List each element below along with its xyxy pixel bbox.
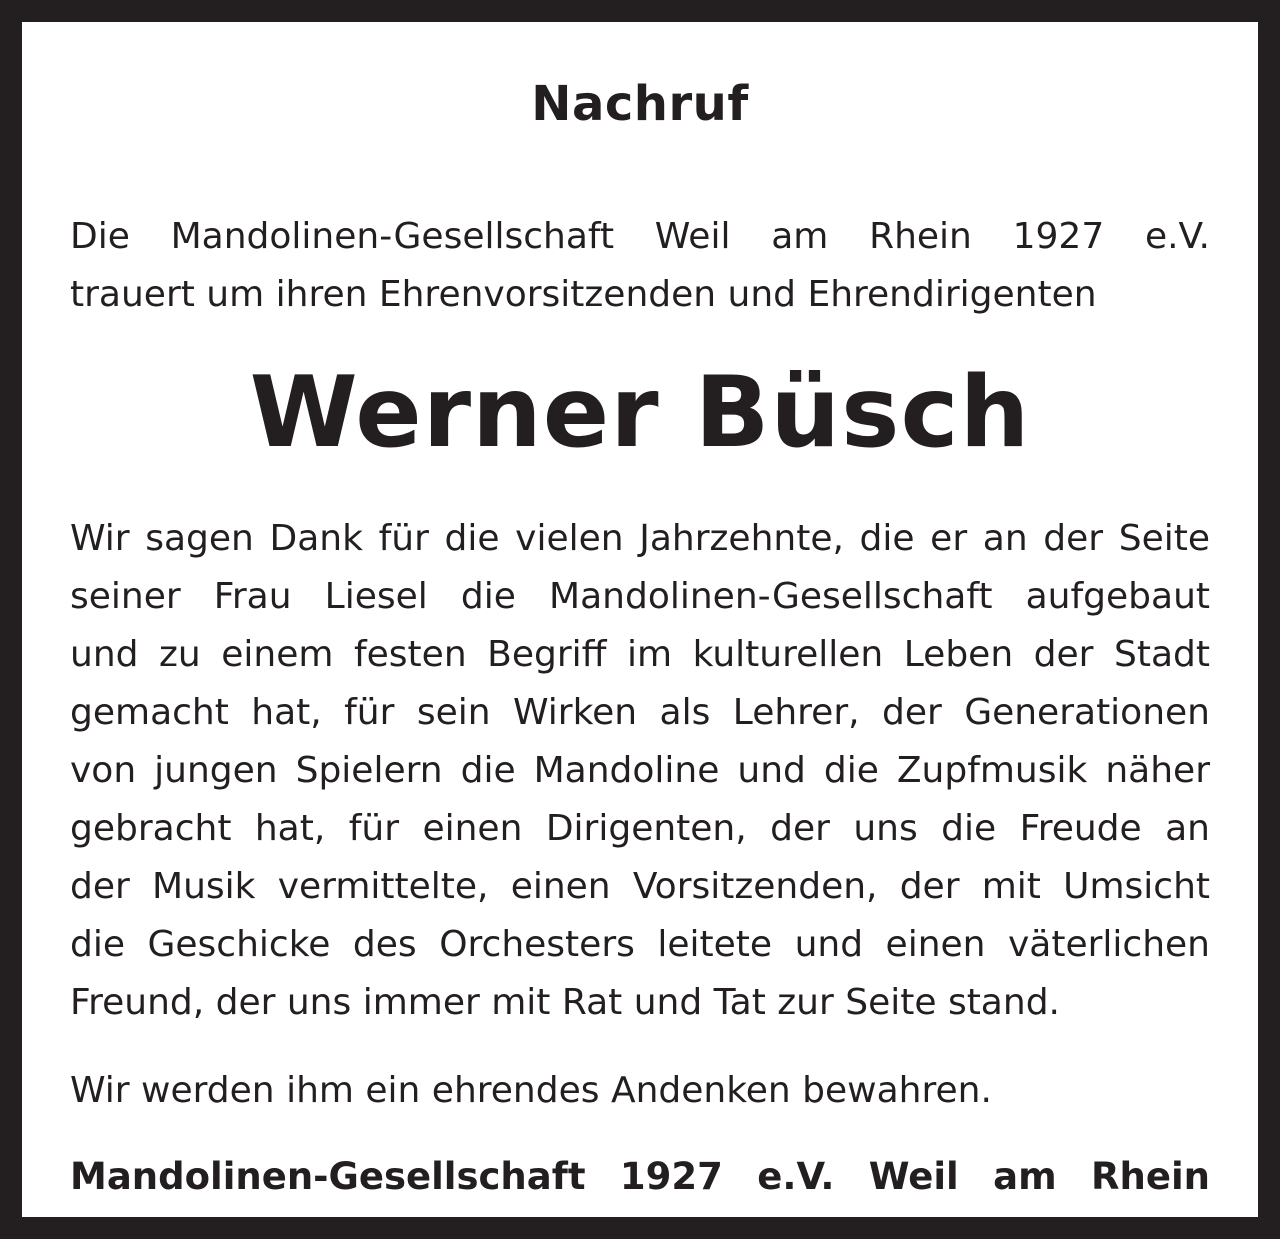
body-line: gebracht hat, für einen Dirigenten, der uns die Freude an [70, 808, 1210, 849]
intro-text [70, 208, 1210, 324]
intro-line: trauert um ihren Ehrenvorsitzenden und Ehrendirigenten [70, 274, 1097, 315]
body-line: seiner Frau Liesel die Mandolinen-Gesellschaft aufgebaut [70, 576, 1210, 617]
signature: Mandolinen-Gesellschaft 1927 e.V. Weil am Rhein [70, 1155, 1210, 1198]
deceased-name: Werner Büsch [249, 356, 1031, 470]
body-line: von jungen Spielern die Mandoline und die Zupfmusik näher [70, 750, 1210, 791]
body-text [70, 510, 1210, 1032]
body-line: und zu einem festen Begriff im kulturellen Leben der Stadt [70, 634, 1210, 675]
body-line: Wir sagen Dank für die vielen Jahrzehnte, die er an der Seite [70, 518, 1210, 559]
body-line: die Geschicke des Orchesters leitete und einen väterlichen [70, 924, 1210, 965]
body-line: Freund, der uns immer mit Rat und Tat zur Seite stand. [70, 982, 1060, 1023]
closing-text: Wir werden ihm ein ehrendes Andenken bewahren. [70, 1070, 992, 1111]
intro-line: Die Mandolinen-Gesellschaft Weil am Rhein 1927 e.V. [70, 216, 1210, 257]
body-line: gemacht hat, für sein Wirken als Lehrer, der Generationen [70, 692, 1210, 733]
notice-title: Nachruf [531, 76, 749, 132]
body-line: der Musik vermittelte, einen Vorsitzenden, der mit Umsicht [70, 866, 1210, 907]
